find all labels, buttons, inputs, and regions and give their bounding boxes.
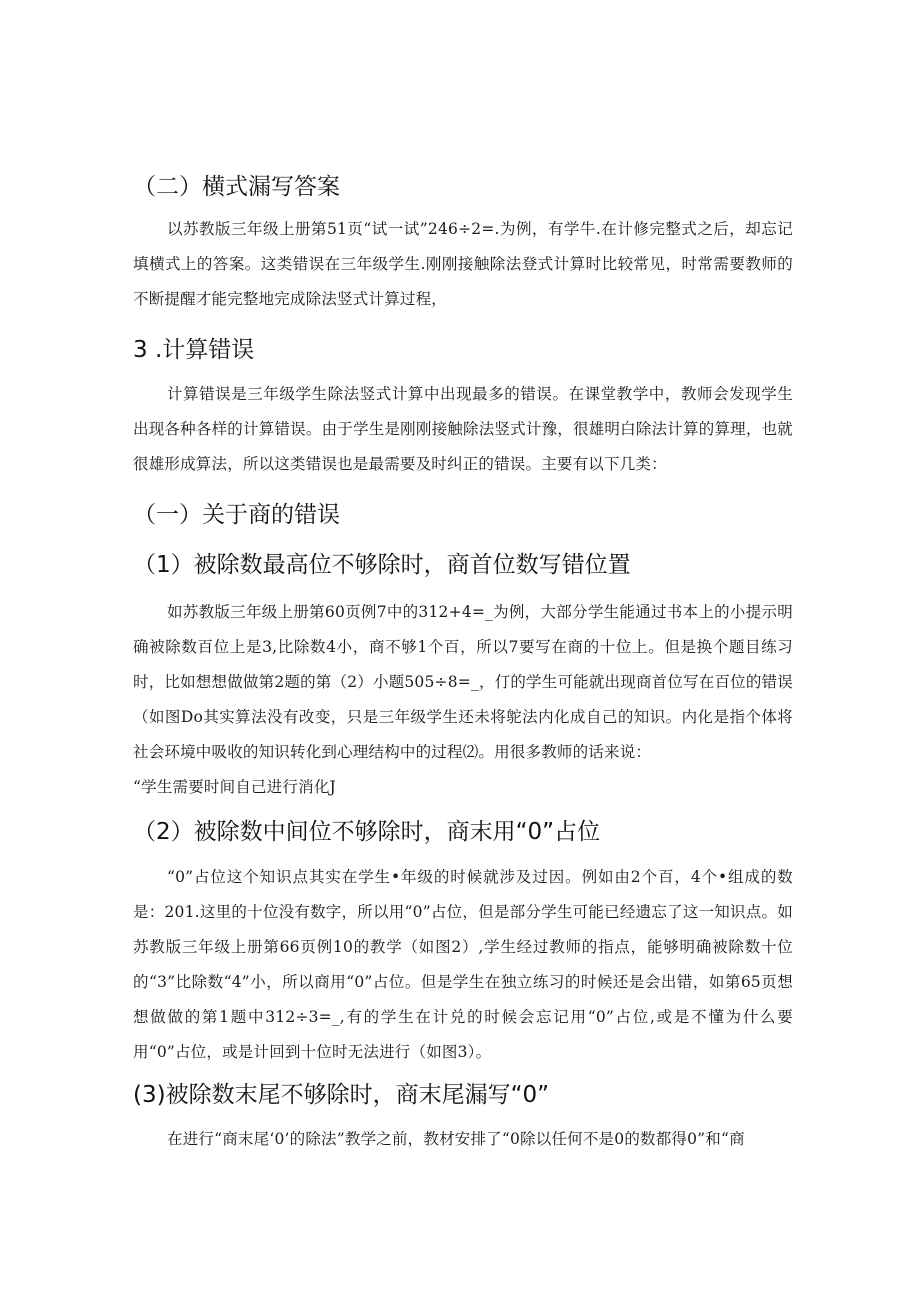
subheading-highest-digit: （1）被除数最高位不够除时，商首位数写错位置 <box>133 552 631 578</box>
subheading-horizontal-omission: （二）横式漏写答案 <box>133 174 340 200</box>
heading-calculation-errors: 3 .计算错误 <box>133 337 255 363</box>
paragraph-digest-quote: “学生需要时间自己进行消化J <box>133 778 336 796</box>
paragraph-calculation-errors: 计算错误是三年级学生除法竖式计算中出现最多的错误。在课堂教学中，教师会发现学生出现各种各样的计算错误。由于学生是刚刚接触除法竖式计豫，很雄明白除法计算的算理，也就很雄形成算法，所以这类错误也是最需要及时纠正的错误。主要有以下几类： <box>133 385 793 473</box>
subheading-middle-digit: （2）被除数中间位不够除时，商末用“0”占位 <box>133 819 601 845</box>
subheading-trailing-zero: (3)被除数末尾不够除时，商末尾漏写“0” <box>133 1082 550 1108</box>
paragraph-trailing-zero: 在进行“商末尾‘0’的除法”教学之前，教材安排了“0除以任何不是0的数都得0”和“商 <box>167 1130 745 1148</box>
paragraph-horizontal-omission: 以苏教版三年级上册第51页“试一试”246÷2=.为例，有学牛.在计修完整式之后，却忘记填横式上的答案。这类错误在三年级学生.刚刚接触除法登式计算时比较常见，时常需要教师的不断提醒才能完整地完成除法竖式计算过程， <box>133 220 793 308</box>
paragraph-middle-digit: “0”占位这个知识点其实在学生•年级的时候就涉及过因。例如由2个百，4个•组成的数是：201.这里的十位没有数字，所以用“0”占位，但是部分学生可能已经遗忘了这一知识点。如苏教版三年级上册第66页例10的教学（如图2）,学生经过教师的指点，能够明确被除数十位的“3”比除数“4”小，所以商用“0”占位。但是学生在独立练习的时候还是会出错，如第65页想想做做的第1题中312÷3=_,有的学生在计兑的时候会忘记用“0”占位,或是不懂为什么要用“0”占位，或是计回到十位时无法进行（如图3）。 <box>133 868 793 1061</box>
subheading-quotient-errors: （一）关于商的错误 <box>133 502 340 528</box>
paragraph-highest-digit: 如苏教版三年级上册第60页例7中的312+4=_为例，大部分学生能通过书本上的小提示明确被除数百位上是3,比除数4小，商不够1个百，所以7要写在商的十位上。但是换个题目练习时，比如想想做做第2题的第（2）小题505÷8=_，仃的学生可能就出现商首位写在百位的错误（如图Do其实算法没有改变，只是三年级学生还未将鸵法内化成自己的知识。内化是指个体将社会环境中吸收的知识转化到心理结构中的过程⑵。用很多教师的话来说： <box>133 603 793 761</box>
